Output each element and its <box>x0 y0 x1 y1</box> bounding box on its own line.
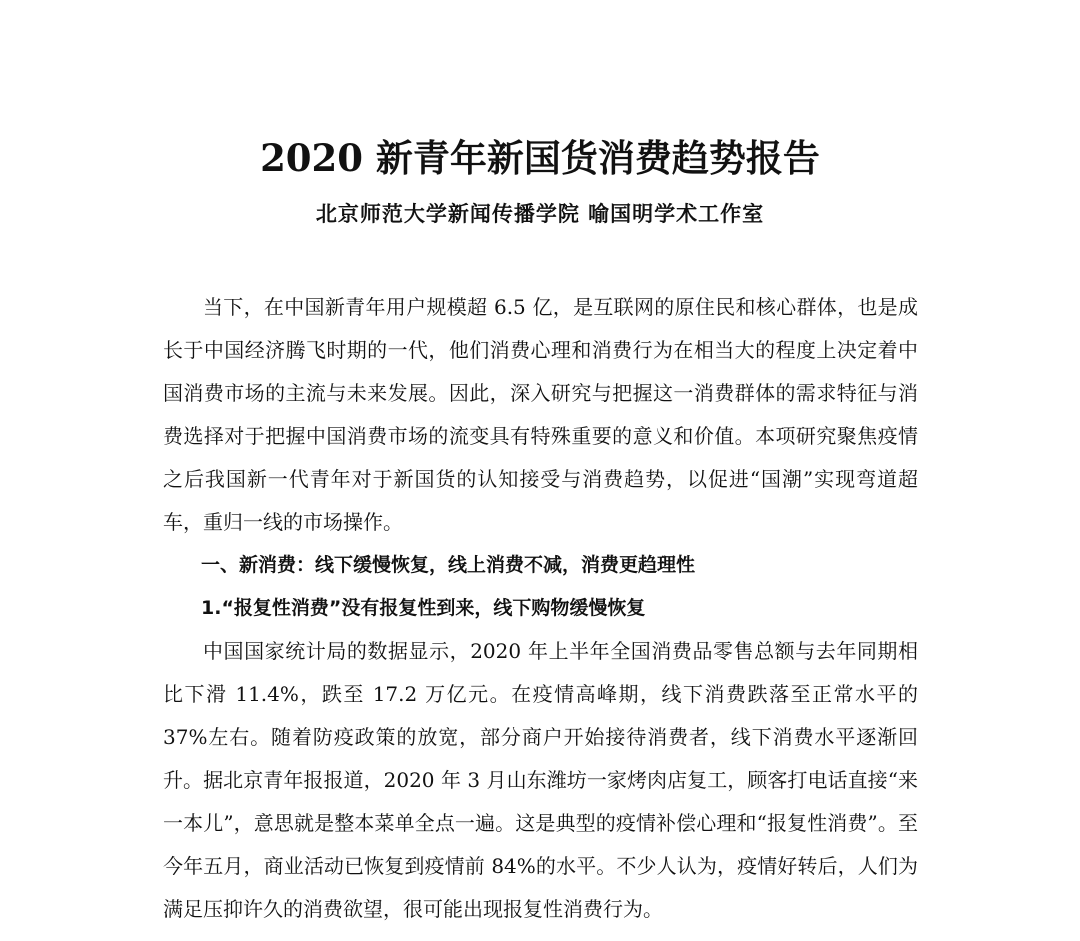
document-title: 2020 新青年新国货消费趋势报告 <box>260 136 820 180</box>
document-subtitle: 北京师范大学新闻传播学院 喻国明学术工作室 <box>315 202 765 226</box>
document-body <box>163 286 918 931</box>
intro-paragraph: 当下，在中国新青年用户规模超 6.5 亿，是互联网的原住民和核心群体，也是成长于中国经济腾飞时期的一代，他们消费心理和消费行为在相当大的程度上决定着中国消费市场的主流与未来发展。因此，深入研究与把握这一消费群体的需求特征与消费选择对于把握中国消费市场的流变具有特殊重要的意义和价值。本项研究聚焦疫情之后我国新一代青年对于新国货的认知接受与消费趋势，以促进“国潮”实现弯道超车，重归一线的市场操作。 <box>163 295 918 534</box>
body-paragraph: 中国国家统计局的数据显示，2020 年上半年全国消费品零售总额与去年同期相比下滑 11.4%，跌至 17.2 万亿元。在疫情高峰期，线下消费跌落至正常水平的 37%左右。随着防疫政策的放宽，部分商户开始接待消费者，线下消费水平逐渐回升。据北京青年报报道，2020 年 3 月山东潍坊一家烤肉店复工，顾客打电话直接“来一本儿”，意思就是整本菜单全点一遍。这是典型的疫情补偿心理和“报复性消费”。至今年五月，商业活动已恢复到疫情前 84%的水平。不少人认为，疫情好转后，人们为满足压抑许久的消费欲望，很可能出现报复性消费行为。 <box>163 639 918 921</box>
subsection-heading: 1.“报复性消费”没有报复性到来，线下购物缓慢恢复 <box>201 597 646 619</box>
section-heading: 一、新消费：线下缓慢恢复，线上消费不减，消费更趋理性 <box>201 554 696 576</box>
